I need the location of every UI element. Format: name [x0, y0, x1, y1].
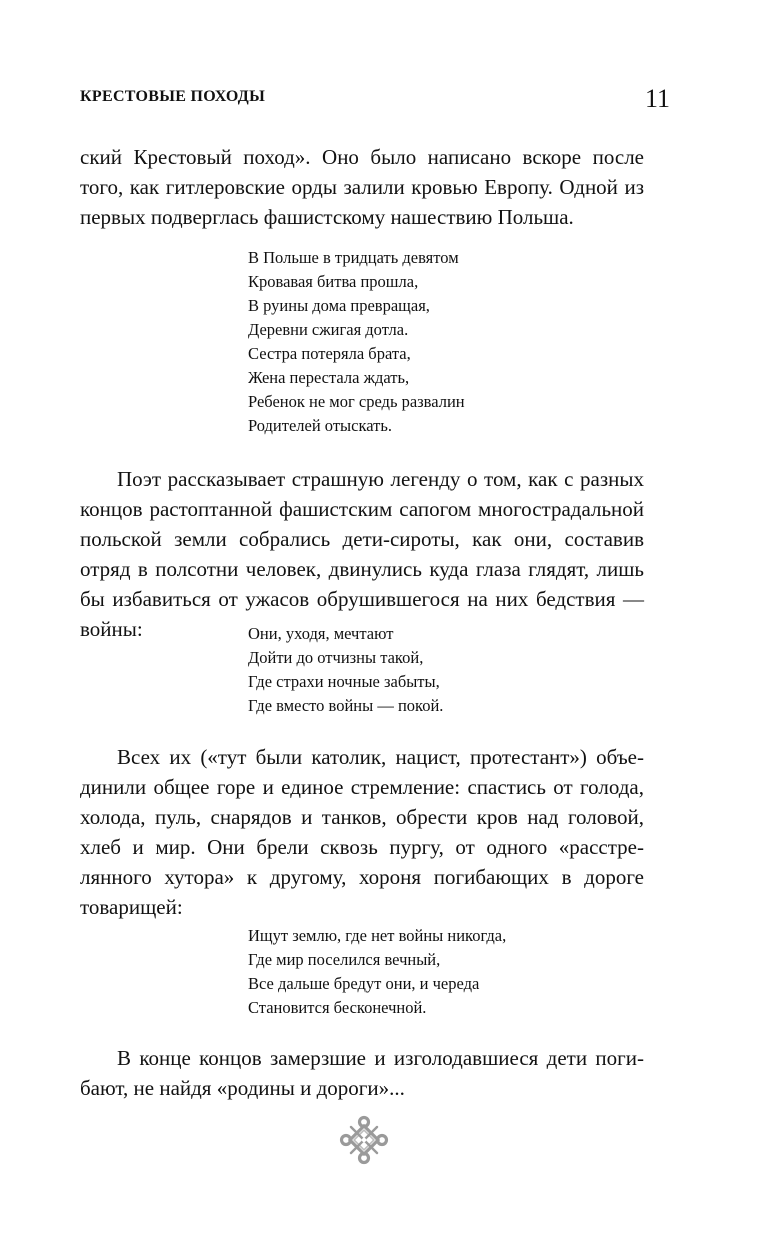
- poem-verse: Становится бесконечной.: [248, 998, 427, 1017]
- paragraph-4: [80, 1043, 644, 1103]
- paragraph-line: Поэт рассказывает страшную легенду о том, как с разных: [117, 467, 644, 491]
- paragraph-line: отряд в полсотни человек, двинулись куда глаза глядят, лишь: [80, 557, 644, 581]
- poem-verse: Жена перестала ждать,: [248, 368, 410, 387]
- poem-verse: Деревни сжигая дотла.: [248, 320, 409, 339]
- poem-stanza-1: [248, 246, 465, 438]
- poem-verse: Ищут землю, где нет войны никогда,: [248, 926, 507, 945]
- poem-verse: Они, уходя, мечтают: [248, 624, 394, 643]
- paragraph-line: ский Крестовый поход». Оно было написано вскоре после: [80, 145, 644, 169]
- poem-verse: Сестра потеряла брата,: [248, 344, 411, 363]
- paragraph-line: лянного хутора» к другому, хороня погибающих в дороге: [80, 865, 644, 889]
- paragraph-line: польской земли собрались дети-сироты, как они, составив: [80, 527, 644, 551]
- poem-verse: Где страхи ночные забыты,: [248, 672, 440, 691]
- paragraph-line: того, как гитлеровские орды залили кровью Европу. Одной из: [80, 175, 644, 199]
- poem-verse: В руины дома превращая,: [248, 296, 430, 315]
- paragraph-1: [80, 142, 644, 232]
- poem-verse: Дойти до отчизны такой,: [248, 648, 424, 667]
- poem-verse: Родителей отыскать.: [248, 416, 392, 435]
- paragraph-line: хлеб и мир. Они брели сквозь пургу, от одного «расстре-: [80, 835, 644, 859]
- paragraph-line: Всех их («тут были католик, нацист, протестант») объе-: [117, 745, 644, 769]
- paragraph-line: бы избавиться от ужасов обрушившегося на них бедствия —: [80, 587, 644, 611]
- paragraph-2: [80, 464, 644, 644]
- poem-verse: Кровавая битва прошла,: [248, 272, 419, 291]
- poem-verse: В Польше в тридцать девятом: [248, 248, 459, 267]
- poem-stanza-3: [248, 924, 506, 1020]
- paragraph-line: В конце концов замерзшие и изголодавшиеся дети поги-: [117, 1046, 644, 1070]
- paragraph-line: войны:: [80, 617, 143, 641]
- poem-stanza-2: [248, 622, 443, 718]
- paragraph-3: [80, 742, 644, 922]
- paragraph-line: холода, пуль, снарядов и танков, обрести кров над головой,: [80, 805, 644, 829]
- poem-verse: Все дальше бредут они, и череда: [248, 974, 480, 993]
- paragraph-line: концов растоптанной фашистским сапогом многострадальной: [80, 497, 644, 521]
- paragraph-line: бают, не найдя «родины и дороги»...: [80, 1076, 405, 1100]
- poem-verse: Где мир поселился вечный,: [248, 950, 441, 969]
- poem-verse: Ребенок не мог средь развалин: [248, 392, 465, 411]
- celtic-knot-ornament-icon: [339, 1115, 389, 1165]
- poem-verse: Где вместо войны — покой.: [248, 696, 444, 715]
- paragraph-line: товарищей:: [80, 895, 183, 919]
- paragraph-line: динили общее горе и единое стремление: спастись от голода,: [80, 775, 644, 799]
- page-number: 11: [644, 84, 670, 113]
- running-header-title: КРЕСТОВЫЕ ПОХОДЫ: [80, 88, 266, 105]
- paragraph-line: первых подверглась фашистскому нашествию Польша.: [80, 205, 574, 229]
